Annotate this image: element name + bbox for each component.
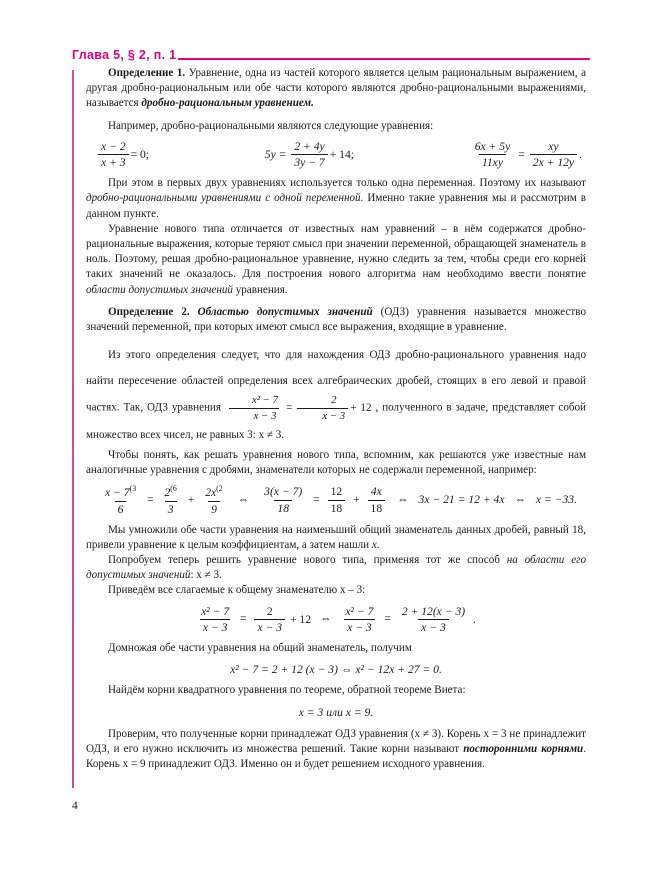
equals-sign: = [240, 612, 247, 626]
fraction [342, 605, 376, 635]
fraction-denominator: x − 3 [254, 619, 285, 635]
fraction-denominator: x + 3 [98, 154, 129, 170]
italic-term: дробно-рациональными уравнениями с одной переменной [86, 192, 361, 205]
roots-equation-row [86, 705, 586, 720]
plus-sign: + [187, 493, 195, 507]
multiplier-superscript: (6 [170, 484, 177, 494]
fraction-numerator: 3(x − 7) [264, 485, 303, 499]
example-intro-paragraph: Например, дробно-рациональными являются следующие уравнения: [108, 119, 434, 132]
fraction-denominator: x − 3 [344, 619, 375, 635]
multiplier-superscript: (2 [216, 484, 223, 494]
equals-sign: = [286, 401, 293, 414]
fraction-denominator: 18 [328, 500, 346, 516]
fraction [261, 485, 305, 515]
math-variable: x [371, 538, 377, 551]
italic-term: на области его допустимых значений [86, 554, 586, 582]
numerator-text: x − 7 [105, 486, 130, 500]
text-segment: . [376, 538, 380, 551]
fraction-numerator [202, 484, 226, 501]
text-segment: Проверим, что полученные корни принадлежат ОДЗ уравнения (x ≠ 3). Корень x = 3 не принадлежит ОДЗ, и его нужно исключить из множества решений. Такие корни называют [86, 727, 586, 755]
equals-sign: = [384, 612, 391, 626]
fraction-numerator [102, 484, 139, 501]
header-rule [178, 58, 590, 60]
text-segment: Попробуем теперь решить уравнение нового типа, применяя тот же способ [108, 554, 507, 567]
equation-step-1: 3x − 21 = 12 + 4x [418, 493, 505, 507]
definition-1-label: Определение 1. [108, 67, 186, 79]
fraction-denominator: 11xy [479, 154, 506, 170]
fraction-numerator: 2 [266, 604, 273, 618]
check-paragraph [86, 727, 586, 773]
fraction [198, 605, 232, 635]
equation-tail: + 12 [350, 401, 372, 414]
page-content [86, 66, 586, 772]
fraction-denominator: 3 [165, 501, 177, 517]
fraction-numerator: xy [548, 139, 559, 153]
text-segment: Мы умножили обе части уравнения на наименьший общий знаменатель данных дробей, равный 18, привели уравнение к целым коэффициентам, а затем нашли [86, 523, 586, 551]
equals-sign: = [147, 493, 154, 507]
fraction-numerator: x² − 7 [345, 604, 374, 618]
common-denominator-equation-row [86, 605, 586, 635]
fraction-denominator: 3y − 7 [291, 154, 327, 170]
fraction-numerator: 4x [370, 485, 382, 499]
equation-tail: . [579, 147, 582, 161]
fraction-numerator: x² − 7 [251, 394, 279, 407]
numerator-text: 2 [164, 486, 171, 500]
fraction-numerator: 2 + 12(x − 3) [401, 604, 466, 618]
equation-lhs: 5y = [264, 147, 287, 161]
fraction [368, 485, 386, 515]
text-segment: , полученного в задаче, представляет собой множество всех чисел, не равных 3: x ≠ 3. [86, 401, 586, 441]
fraction-denominator: x − 3 [297, 408, 348, 422]
equation-chain-row [86, 484, 586, 516]
numerator-text: 2x [205, 486, 217, 500]
fraction [254, 605, 285, 635]
page-number: 4 [72, 800, 78, 812]
example-equation-3 [470, 140, 582, 170]
new-type-paragraph [86, 222, 586, 298]
roots-equation: x = 3 или x = 9. [298, 705, 374, 719]
definition-2-text: (ОДЗ) уравнения называется множество значений переменной, при которых имеют смысл все выражения, входящие в уравнение. [86, 305, 586, 333]
fraction-numerator: 2 [331, 394, 337, 407]
equation-tail: + 14; [329, 147, 354, 161]
equation-chain [100, 484, 577, 516]
try-paragraph [86, 553, 586, 583]
chapter-header-title: Глава 5, § 2, п. 1 [72, 47, 177, 62]
text-segment: . Корень x = 9 принадлежит ОДЗ. Именно он и будет решением исходного уравнения. [86, 742, 586, 771]
fraction-denominator: 2x + 12y [530, 154, 577, 170]
fraction-denominator: 9 [208, 501, 220, 517]
iff-sign: ⇔ [397, 493, 409, 507]
fraction-numerator [162, 484, 180, 501]
fraction-denominator: x − 3 [418, 619, 449, 635]
fraction [297, 394, 348, 422]
example-equation-1 [96, 140, 149, 170]
odz-paragraph [86, 342, 586, 448]
example-equation-2 [265, 140, 354, 170]
definition-2-label: Определение 2. [108, 305, 190, 318]
common-denominator-equation [196, 605, 476, 635]
fraction-numerator: x² − 7 [201, 604, 230, 618]
iff-sign: ⇔ [319, 612, 332, 626]
left-accent-bar [72, 70, 74, 788]
plus-sign: + [353, 493, 360, 507]
fraction [102, 484, 139, 516]
fraction-denominator: x − 3 [200, 619, 231, 635]
fraction [202, 484, 226, 516]
bold-italic-term: посторонними корнями [463, 742, 584, 755]
multiply-both-paragraph: Домножая обе части уравнения на общий знаменатель, получим [108, 641, 412, 654]
fraction [227, 394, 281, 422]
italic-term: области допустимых значений [86, 283, 233, 296]
one-variable-paragraph [86, 176, 586, 222]
vieta-paragraph: Найдём корни квадратного уравнения по теореме, обратной теореме Виета: [108, 684, 466, 697]
quadratic-equation-row [86, 662, 586, 677]
page-header [72, 40, 590, 62]
fraction-denominator: x − 3 [229, 408, 280, 422]
text-segment: Уравнение нового типа отличается от известных нам уравнений – в нём содержатся дробно-рациональные выражения, которые теряют смысл при значении переменной, обращающей знаменатель в ноль. Поэтому, решая дробно-рациональное уравнение, нужно следить за тем, чтобы среди его корней таких значений не оказалось. Для построения нового алгоритма нам необходимо ввести понятие [86, 222, 586, 281]
fraction [328, 485, 346, 515]
iff-sign: ⇔ [514, 493, 526, 507]
quadratic-equation: x² − 7 = 2 + 12 (x − 3) ⇔ x² − 12x + 27 = 0. [230, 663, 442, 677]
definition-2-paragraph [86, 305, 586, 335]
equals-sign: = [518, 147, 525, 161]
text-segment: . Именно такие уравнения мы и рассмотрим в данном пункте. [86, 192, 586, 220]
fraction-denominator: 18 [368, 500, 386, 516]
fraction-numerator: 6x + 5y [474, 139, 511, 153]
fraction-numerator: x − 2 [101, 139, 126, 153]
equation-step-2: x = −33. [535, 493, 577, 507]
fraction [472, 140, 514, 170]
fraction-denominator: 18 [274, 500, 292, 516]
example-equations-row [86, 140, 586, 170]
equation-rhs: = 0; [130, 147, 150, 161]
recall-paragraph: Чтобы понять, как решать уравнения нового типа, вспомним, как решаются уже известные нам аналогичные уравнения с дробями, знаменатели которых не содержали переменной, например: [86, 449, 586, 477]
multiplied-paragraph [86, 523, 586, 553]
equals-sign: = [313, 493, 320, 507]
fraction [98, 140, 129, 170]
common-denominator-paragraph: Приведём все слагаемые к общему знаменателю x – 3: [108, 584, 366, 597]
text-segment: Из этого определения следует, что для нахождения ОДЗ дробно-рационального уравнения надо найти пересечение областей определения всех алгебраических дробей, стоящих в его левой и правой частях. Так, ОДЗ уравнения [86, 349, 586, 414]
fraction-denominator: 6 [115, 501, 127, 517]
text-segment: При этом в первых двух уравнениях используется только одна переменная. Поэтому их называют [108, 177, 586, 190]
definition-1-text: Уравнение, одна из частей которого является целым рациональным выражением, а другая дробно-рациональным или обе части которого являются дробно-рациональными выражениями, называется [86, 67, 586, 110]
multiplier-superscript: (3 [129, 484, 137, 494]
definition-1-paragraph [86, 66, 586, 112]
text-segment: : x ≠ 3. [190, 569, 222, 582]
odz-inline-equation [225, 394, 372, 422]
fraction-numerator: 12 [330, 485, 343, 499]
fraction [162, 484, 180, 516]
fraction-numerator: 2 + 4y [294, 139, 325, 153]
iff-sign: ⇔ [237, 493, 250, 507]
fraction [399, 605, 468, 635]
definition-1-term: дробно-рациональным уравнением. [141, 97, 314, 110]
text-segment: уравнения. [232, 283, 288, 296]
equation-tail: . [473, 612, 476, 626]
definition-2-term: Областью допустимых значений [189, 305, 373, 318]
fraction [530, 140, 577, 170]
fraction [291, 140, 327, 170]
equation-tail: + 12 [289, 612, 311, 626]
